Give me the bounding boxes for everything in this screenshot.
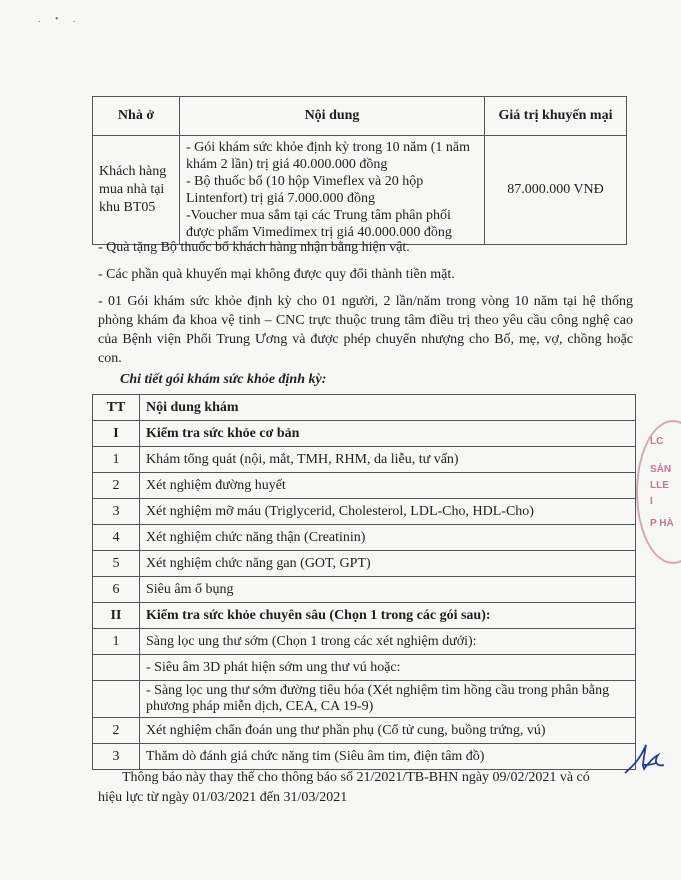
notes-section — [98, 238, 633, 376]
promotion-table — [92, 96, 627, 245]
detail-row — [93, 447, 636, 473]
detail-section-title: Chi tiết gói khám sức khỏe định kỳ: — [120, 372, 327, 387]
header-exam-content: Nội dung khám — [140, 395, 636, 421]
checkup-detail-table — [92, 394, 636, 770]
content-line: - Bộ thuốc bổ (10 hộp Vimeflex và 20 hộp — [186, 174, 424, 189]
footer-line: hiệu lực từ ngày 01/03/2021 đến 31/03/2021 — [98, 790, 348, 805]
detail-row — [93, 744, 636, 770]
header-tt: TT — [93, 395, 140, 421]
row-number: 2 — [93, 473, 140, 499]
row-exam-content: Xét nghiệm chẩn đoán ung thư phần phụ (Cổ tử cung, buồng trứng, vú) — [140, 718, 636, 744]
row-number: 3 — [93, 744, 140, 770]
row-number: 1 — [93, 629, 140, 655]
detail-row — [93, 551, 636, 577]
promotion-table-header — [93, 97, 627, 136]
detail-row — [93, 681, 636, 718]
row-exam-content: Xét nghiệm chức năng thận (Creatinin) — [140, 525, 636, 551]
row-number — [93, 655, 140, 681]
row-exam-content: Sàng lọc ung thư sớm (Chọn 1 trong các xét nghiệm dưới): — [140, 629, 636, 655]
row-number: 6 — [93, 577, 140, 603]
header-content: Nội dung — [180, 97, 485, 136]
stamp-text: I — [650, 496, 653, 507]
footer-notice — [98, 768, 633, 808]
content-line: Lintenfort) trị giá 7.000.000 đồng — [186, 191, 375, 206]
row-exam-content: - Siêu âm 3D phát hiện sớm ung thư vú hoặc: — [140, 655, 636, 681]
row-exam-content: Kiểm tra sức khỏe chuyên sâu (Chọn 1 trong các gói sau): — [140, 603, 636, 629]
note-item: - Quà tặng Bộ thuốc bổ khách hàng nhận bằng hiện vật. — [98, 240, 410, 255]
row-number — [93, 681, 140, 718]
detail-section-row — [93, 603, 636, 629]
promo-value-cell: 87.000.000 VNĐ — [485, 136, 627, 245]
row-number: 1 — [93, 447, 140, 473]
stamp-text: LC — [650, 436, 664, 447]
row-exam-content: Kiểm tra sức khỏe cơ bản — [140, 421, 636, 447]
detail-table-header — [93, 395, 636, 421]
row-exam-content: Siêu âm ổ bụng — [140, 577, 636, 603]
detail-row — [93, 718, 636, 744]
header-housing: Nhà ở — [93, 97, 180, 136]
detail-row — [93, 473, 636, 499]
row-number: 2 — [93, 718, 140, 744]
detail-row — [93, 577, 636, 603]
detail-row — [93, 629, 636, 655]
content-cell — [180, 136, 485, 245]
promotion-row — [93, 136, 627, 245]
detail-row — [93, 655, 636, 681]
stamp-text: SẢN — [650, 464, 672, 475]
content-line: - Gói khám sức khỏe định kỳ trong 10 năm (1 năm — [186, 140, 471, 155]
content-line: được phẩm Vimedimex trị giá 40.000.000 đồng — [186, 225, 452, 240]
content-line: khám 2 lần) trị giá 40.000.000 đồng — [186, 157, 388, 172]
note-item: - 01 Gói khám sức khỏe định kỳ cho 01 người, 2 lần/năm trong vòng 10 năm tại hệ thống phòng khám đa khoa vệ tinh – CNC trực thuộc trung tâm điều trị theo yêu cầu công nghệ cao của Bệnh viện Phổi Trung Ương và được phép chuyển nhượng cho Bố, mẹ, vợ, chồng hoặc con. — [98, 294, 633, 366]
row-number: I — [93, 421, 140, 447]
content-line: -Voucher mua sắm tại các Trung tâm phân phối — [186, 208, 451, 223]
red-stamp — [636, 420, 681, 564]
row-exam-content: Khám tổng quát (nội, mắt, TMH, RHM, da liễu, tư vấn) — [140, 447, 636, 473]
footer-line: Thông báo này thay thế cho thông báo số 21/2021/TB-BHN ngày 09/02/2021 và có — [122, 770, 590, 785]
checkup-detail-body — [93, 395, 636, 770]
detail-row — [93, 499, 636, 525]
header-promo-value: Giá trị khuyến mại — [485, 97, 627, 136]
row-number: II — [93, 603, 140, 629]
row-exam-content: Thăm dò đánh giá chức năng tim (Siêu âm tim, điện tâm đồ) — [140, 744, 636, 770]
signature-mark — [620, 735, 670, 780]
row-exam-content: Xét nghiệm chức năng gan (GOT, GPT) — [140, 551, 636, 577]
row-number: 3 — [93, 499, 140, 525]
housing-cell: Khách hàng mua nhà tại khu BT05 — [93, 136, 180, 245]
row-exam-content: Xét nghiệm đường huyết — [140, 473, 636, 499]
top-mark: . • . — [38, 14, 82, 25]
detail-row — [93, 525, 636, 551]
row-number: 4 — [93, 525, 140, 551]
stamp-text: P HÀ — [650, 518, 674, 529]
row-number: 5 — [93, 551, 140, 577]
detail-section-row — [93, 421, 636, 447]
note-item: - Các phần quà khuyến mại không được quy đổi thành tiền mặt. — [98, 267, 455, 282]
row-exam-content: - Sàng lọc ung thư sớm đường tiêu hóa (Xét nghiệm tìm hồng cầu trong phân bằng phương pháp miễn dịch, CEA, CA 19-9) — [140, 681, 636, 718]
stamp-text: LLE — [650, 480, 669, 491]
row-exam-content: Xét nghiệm mỡ máu (Triglycerid, Cholesterol, LDL-Cho, HDL-Cho) — [140, 499, 636, 525]
